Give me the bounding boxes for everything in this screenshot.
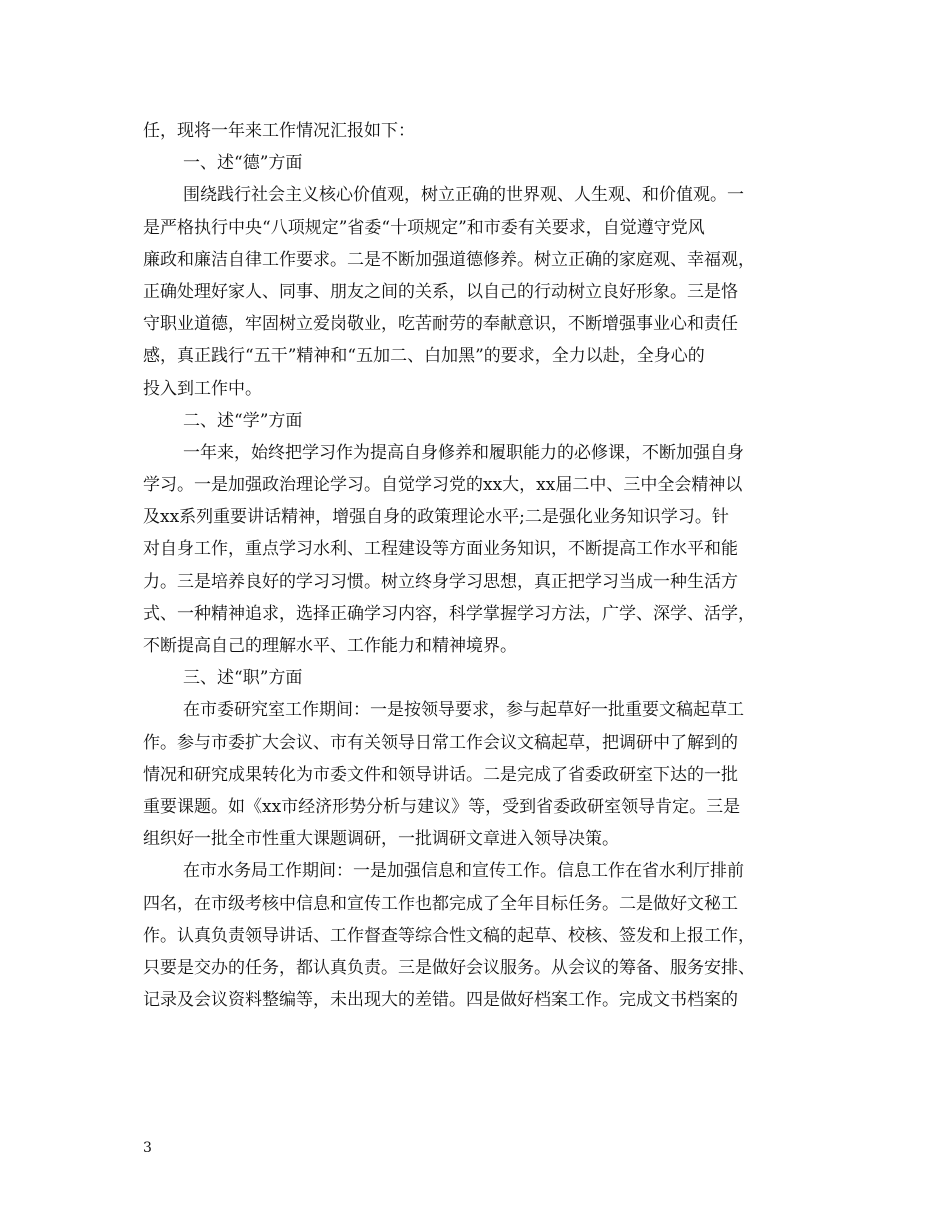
text-line: 只要是交办的任务，都认真负责。三是做好会议服务。从会议的筹备、服务安排、 bbox=[143, 957, 755, 978]
text-line: 情况和研究成果转化为市委文件和领导讲话。二是完成了省委政研室下达的一批 bbox=[143, 764, 738, 785]
text-line: 作。认真负责领导讲话、工作督查等综合性文稿的起草、校核、签发和上报工作， bbox=[143, 925, 755, 946]
text-line: 四名，在市级考核中信息和宣传工作也都完成了全年目标任务。二是做好文秘工 bbox=[143, 893, 738, 914]
text-line: 力。三是培养良好的学习习惯。树立终身学习思想，真正把学习当成一种生活方 bbox=[143, 571, 738, 592]
text-line: 对自身工作，重点学习水利、工程建设等方面业务知识，不断提高工作水平和能 bbox=[143, 539, 738, 560]
page-number: 3 bbox=[143, 1140, 152, 1156]
paragraph-start: 围绕践行社会主义核心价值观，树立正确的世界观、人生观、和价值观。一 bbox=[183, 185, 744, 206]
paragraph-start: 在市水务局工作期间：一是加强信息和宣传工作。信息工作在省水利厅排前 bbox=[183, 861, 744, 882]
text-line: 不断提高自己的理解水平、工作能力和精神境界。 bbox=[143, 636, 517, 656]
text-line: 投入到工作中。 bbox=[143, 378, 262, 399]
text-line: 作。参与市委扩大会议、市有关领导日常工作会议文稿起草，把调研中了解到的 bbox=[143, 732, 738, 753]
text-line: 正确处理好家人、同事、朋友之间的关系，以自己的行动树立良好形象。三是恪 bbox=[143, 281, 738, 302]
paragraph-start: 一年来，始终把学习作为提高自身修养和履职能力的必修课，不断加强自身 bbox=[183, 442, 744, 463]
section-heading-xue: 二、述“学”方面 bbox=[183, 410, 303, 431]
document-body bbox=[143, 115, 810, 1016]
text-line: 组织好一批全市性重大课题调研，一批调研文章进入领导决策。 bbox=[143, 829, 619, 850]
text-line: 记录及会议资料整编等，未出现大的差错。四是做好档案工作。完成文书档案的 bbox=[143, 990, 738, 1011]
text-line: 学习。一是加强政治理论学习。自觉学习党的xx大，xx届二中、三中全会精神以 bbox=[143, 475, 743, 496]
paragraph-start: 在市委研究室工作期间：一是按领导要求，参与起草好一批重要文稿起草工 bbox=[183, 700, 744, 721]
text-line: 是严格执行中央“八项规定”省委“十项规定”和市委有关要求，自觉遵守党风 bbox=[143, 217, 705, 238]
text-line: 式、一种精神追求，选择正确学习内容，科学掌握学习方法，广学、深学、活学， bbox=[143, 603, 755, 624]
text-line: 守职业道德，牢固树立爱岗敬业，吃苦耐劳的奉献意识，不断增强事业心和责任 bbox=[143, 314, 738, 335]
text-line: 及xx系列重要讲话精神，增强自身的政策理论水平;二是强化业务知识学习。针 bbox=[143, 507, 729, 528]
text-line: 感，真正践行“五干”精神和“五加二、白加黑”的要求，全力以赴，全身心的 bbox=[143, 346, 705, 367]
text-line: 廉政和廉洁自律工作要求。二是不断加强道德修养。树立正确的家庭观、幸福观， bbox=[143, 249, 755, 270]
section-heading-de: 一、述“德”方面 bbox=[183, 153, 303, 174]
text-line: 重要课题。如《xx市经济形势分析与建议》等，受到省委政研室领导肯定。三是 bbox=[143, 796, 741, 817]
text-line: 任，现将一年来工作情况汇报如下： bbox=[143, 121, 415, 141]
section-heading-zhi: 三、述“职”方面 bbox=[183, 668, 303, 689]
